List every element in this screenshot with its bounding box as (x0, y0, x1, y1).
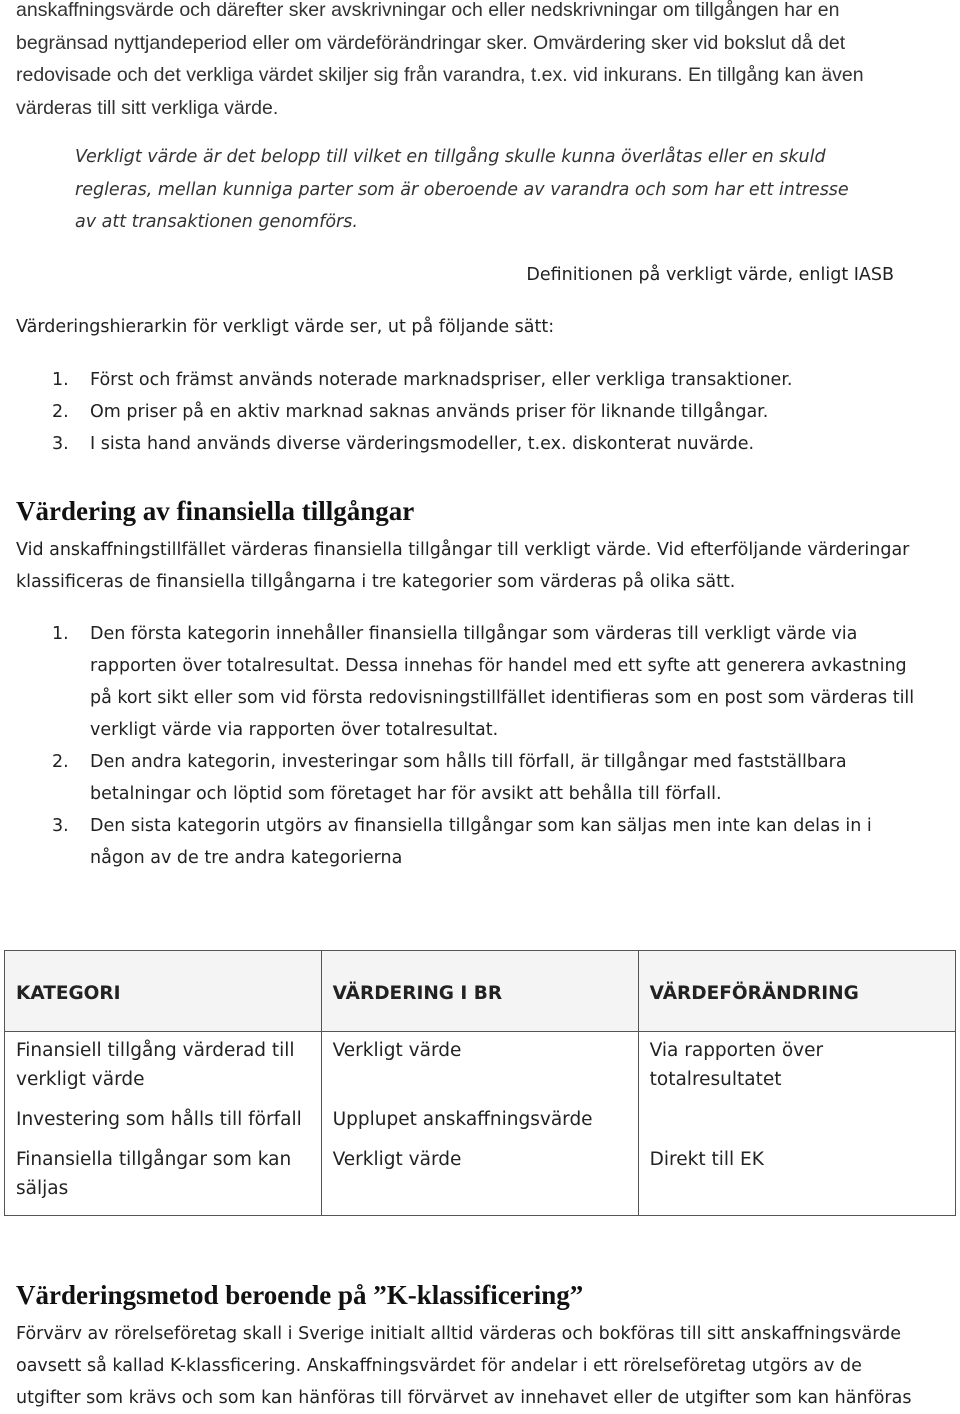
quote-line: Verkligt värde är det belopp till vilket en tillgång skulle kunna överlåtas eller en skuld (75, 147, 826, 167)
list-item (16, 618, 960, 746)
definition-quote (75, 141, 935, 239)
hierarchy-intro: Värderingshierarkin för verkligt värde ser, ut på följande sätt: (16, 317, 555, 337)
list-item (16, 810, 960, 874)
table-cell: Finansiell tillgång värderad till verkligt värde (5, 1032, 322, 1104)
paragraph-line: klassificeras de finansiella tillgångarna i tre kategorier som värderas på olika sätt. (16, 572, 736, 592)
table-header-row (5, 951, 956, 1032)
intro-line: redovisade och det verkliga värdet skiljer sig från varandra, t.ex. vid inkurans. En tillgång kan även (16, 64, 864, 86)
list-text-line: Den andra kategorin, investeringar som hålls till förfall, är tillgångar med fastställbara (90, 752, 847, 772)
list-item (16, 396, 792, 428)
list-number: 2. (52, 402, 69, 422)
quote-source: Definitionen på verkligt värde, enligt IASB (526, 265, 894, 285)
table-cell: Direkt till EK (638, 1143, 955, 1216)
table-header-cell: KATEGORI (5, 951, 322, 1032)
list-item (16, 746, 960, 810)
list-number: 1. (52, 624, 69, 644)
table-header-cell: VÄRDERING I BR (321, 951, 638, 1032)
intro-line: anskaffningsvärde och därefter sker avskrivningar och eller nedskrivningar om tillgången har en (16, 0, 840, 21)
quote-line: av att transaktionen genomförs. (75, 212, 358, 232)
financial-assets-paragraph (16, 534, 956, 598)
list-text-line: betalningar och löptid som företaget har för avsikt att behålla till förfall. (90, 784, 722, 804)
list-item (16, 428, 792, 460)
k-classification-paragraph (16, 1318, 956, 1414)
quote-line: regleras, mellan kunniga parter som är oberoende av varandra och som har ett intresse (75, 179, 849, 200)
table-cell: Finansiella tillgångar som kan säljas (5, 1143, 322, 1216)
list-number: 1. (52, 370, 69, 390)
list-number: 3. (52, 816, 69, 836)
list-item (16, 364, 792, 396)
list-text-line: rapporten över totalresultat. Dessa innehas för handel med ett syfte att generera avkastning (90, 656, 907, 676)
table-cell: Upplupet anskaffningsvärde (321, 1103, 638, 1143)
table-cell: Via rapporten över totalresultatet (638, 1032, 955, 1104)
table-row (5, 1032, 956, 1104)
list-number: 3. (52, 434, 69, 454)
table-cell: Verkligt värde (321, 1143, 638, 1216)
list-text-line: Den sista kategorin utgörs av finansiella tillgångar som kan säljas men inte kan delas in i (90, 816, 872, 836)
table-header-cell: VÄRDEFÖRÄNDRING (638, 951, 955, 1032)
section-heading-financial-assets: Värdering av finansiella tillgångar (16, 496, 415, 526)
table-row (5, 1143, 956, 1216)
list-text: I sista hand används diverse värderingsmodeller, t.ex. diskonterat nuvärde. (90, 434, 755, 454)
paragraph-line: Vid anskaffningstillfället värderas finansiella tillgångar till verkligt värde. Vid efterföljande värderingar (16, 540, 910, 560)
list-text-line: på kort sikt eller som vid första redovisningstillfället identifieras som en post som värderas till (90, 688, 915, 708)
hierarchy-list (16, 364, 792, 460)
category-list (16, 618, 960, 874)
section-heading-k-classification: Värderingsmetod beroende på ”K-klassificering” (16, 1280, 584, 1310)
paragraph-line: Förvärv av rörelseföretag skall i Sverige initialt alltid värderas och bokföras till sitt anskaffningsvärde (16, 1324, 901, 1344)
list-text-line: Den första kategorin innehåller finansiella tillgångar som värderas till verkligt värde via (90, 624, 858, 644)
intro-line: värderas till sitt verkliga värde. (16, 96, 279, 119)
intro-paragraph (16, 0, 946, 124)
table-cell (638, 1103, 955, 1143)
list-number: 2. (52, 752, 69, 772)
table-cell: Investering som hålls till förfall (5, 1103, 322, 1143)
list-text: Om priser på en aktiv marknad saknas används priser för liknande tillgångar. (90, 402, 769, 422)
list-text-line: verkligt värde via rapporten över totalresultat. (90, 720, 499, 740)
paragraph-line: utgifter som krävs och som kan hänföras till förvärvet av innehavet eller de utgifter som kan hänföras (16, 1388, 912, 1408)
paragraph-line: oavsett så kallad K-klassficering. Anskaffningsvärdet för andelar i ett rörelseföretag utgörs av de (16, 1356, 862, 1376)
category-table (4, 950, 956, 1216)
table-cell: Verkligt värde (321, 1032, 638, 1104)
table-row (5, 1103, 956, 1143)
list-text-line: någon av de tre andra kategorierna (90, 848, 403, 868)
intro-line: begränsad nyttjandeperiod eller om värdeförändringar sker. Omvärdering sker vid bokslut då det (16, 31, 846, 54)
list-text: Först och främst används noterade marknadspriser, eller verkliga transaktioner. (90, 370, 793, 390)
